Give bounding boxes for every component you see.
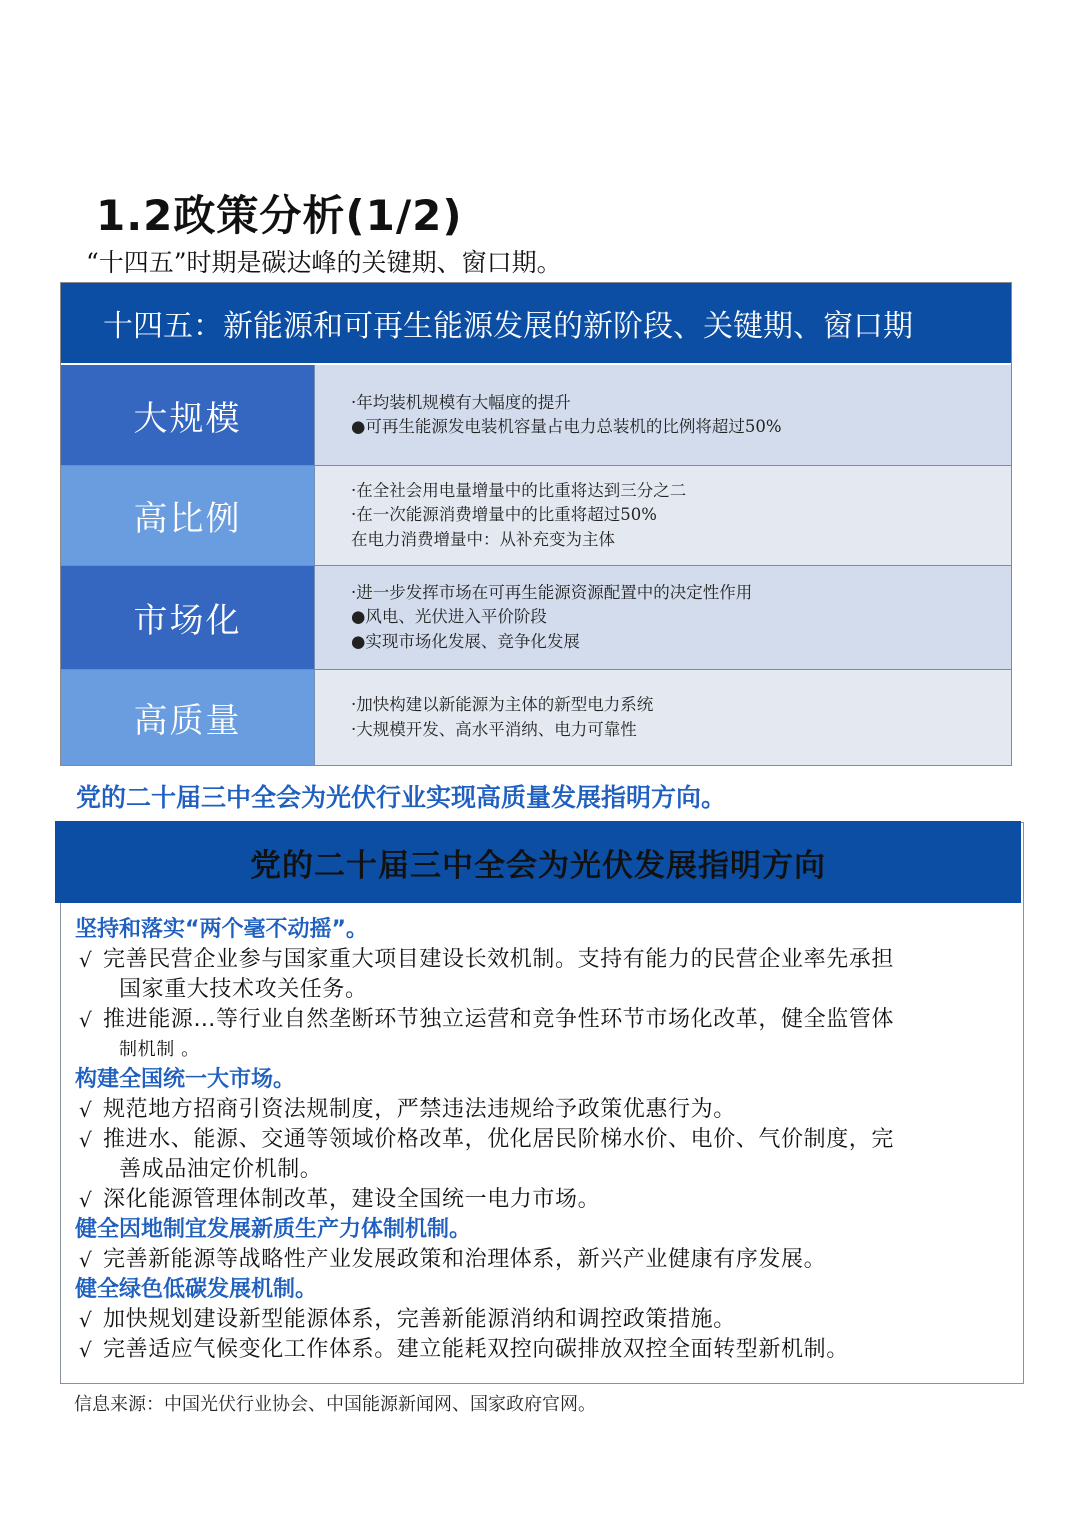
list-item [75,1005,1011,1065]
section-title: 健全因地制宜发展新质生产力体制机制。 [75,1217,472,1242]
row-line: ●实现市场化发展、竞争化发展 [351,631,580,651]
plenum-direction-box [60,822,1024,1384]
box-body [75,915,1011,1365]
check-icon: √ [79,948,93,972]
check-icon: √ [79,1248,93,1272]
row-content [315,365,1011,465]
section-title: 健全绿色低碳发展机制。 [75,1277,318,1302]
check-icon: √ [79,1188,93,1212]
row-content [315,670,1011,765]
list-item [75,1185,1011,1215]
item-text: 完善民营企业参与国家重大项目建设长效机制。支持有能力的民营企业率先承担 [103,947,895,972]
row-label: 高比例 [61,466,315,565]
item-text-continued: 制机制 。 [119,1039,200,1060]
list-item [75,1335,1011,1365]
row-label: 高质量 [61,670,315,765]
item-text: 加快规划建设新型能源体系，完善新能源消纳和调控政策措施。 [103,1307,736,1332]
row-line: ·在全社会用电量增量中的比重将达到三分之二 [351,480,687,500]
row-content [315,466,1011,565]
check-icon: √ [79,1338,93,1362]
row-line: ·进一步发挥市场在可再生能源资源配置中的决定性作用 [351,582,753,602]
section-subtitle: 党的二十届三中全会为光伏行业实现高质量发展指明方向。 [76,783,727,812]
item-text: 推进能源…等行业自然垄断环节独立运营和竞争性环节市场化改革，健全监管体 [103,1007,895,1032]
table-row-marketization [61,565,1011,669]
row-line: ·大规模开发、高水平消纳、电力可靠性 [351,719,637,739]
section-title: 坚持和落实“两个毫不动摇”。 [75,917,368,942]
check-icon: √ [79,1008,93,1032]
check-icon: √ [79,1308,93,1332]
item-text: 推进水、能源、交通等领域价格改革，优化居民阶梯水价、电价、气价制度，完 [103,1127,895,1152]
box-header: 党的二十届三中全会为光伏发展指明方向 [55,821,1021,903]
row-line: ·年均装机规模有大幅度的提升 [351,392,571,412]
list-item [75,1125,1011,1185]
section-title: 构建全国统一大市场。 [75,1067,296,1092]
row-line: ●可再生能源发电装机容量占电力总装机的比例将超过50% [351,417,782,436]
row-line: 在电力消费增量中：从补充变为主体 [351,529,615,549]
list-item [75,1245,1011,1275]
row-label: 大规模 [61,365,315,465]
source-note: 信息来源：中国光伏行业协会、中国能源新闻网、国家政府官网。 [74,1394,596,1415]
table-row-high-proportion [61,465,1011,565]
row-label: 市场化 [61,566,315,669]
row-line: ·在一次能源消费增量中的比重将超过50% [351,505,657,525]
table-header: 十四五：新能源和可再生能源发展的新阶段、关键期、窗口期 [61,283,1011,365]
item-text: 完善新能源等战略性产业发展政策和治理体系，新兴产业健康有序发展。 [103,1247,827,1272]
list-item [75,945,1011,1005]
fourteenth-five-year-table [60,282,1012,766]
row-content [315,566,1011,669]
check-icon: √ [79,1128,93,1152]
list-item [75,1305,1011,1335]
item-text: 完善适应气候变化工作体系。建立能耗双控向碳排放双控全面转型新机制。 [103,1337,849,1362]
item-text: 深化能源管理体制改革，建设全国统一电力市场。 [103,1187,601,1212]
check-icon: √ [79,1098,93,1122]
list-item [75,1095,1011,1125]
page-title: 1.2政策分析(1/2) [96,191,463,240]
item-text: 规范地方招商引资法规制度，严禁违法违规给予政策优惠行为。 [103,1097,736,1122]
page-subtitle: “十四五”时期是碳达峰的关键期、窗口期。 [86,248,562,277]
table-row-large-scale [61,365,1011,465]
table-row-high-quality [61,669,1011,765]
item-text-continued: 善成品油定价机制。 [119,1157,323,1182]
row-line: ●风电、光伏进入平价阶段 [351,607,547,627]
item-text-continued: 国家重大技术攻关任务。 [119,977,368,1002]
row-line: ·加快构建以新能源为主体的新型电力系统 [351,695,654,714]
